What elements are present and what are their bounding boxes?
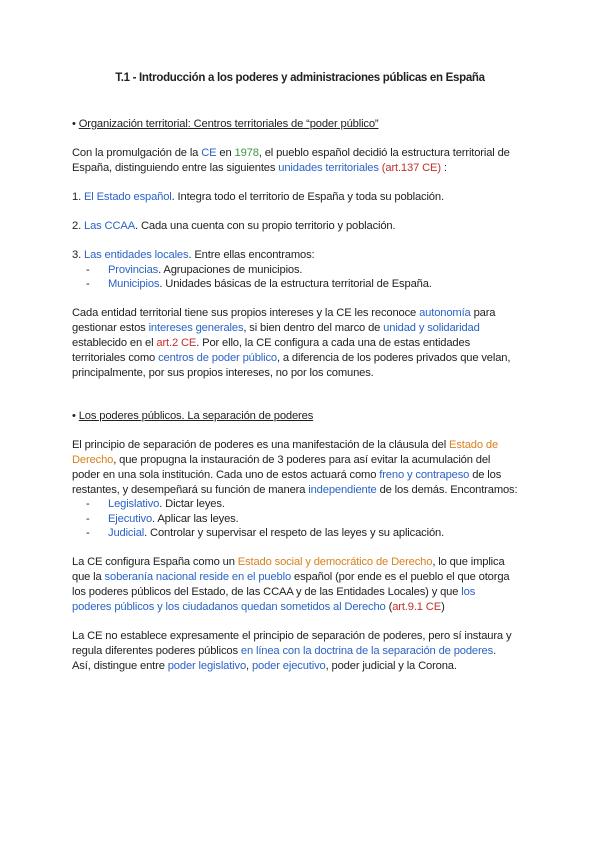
term-soberania: soberanía nacional reside en el pueblo [104,571,292,583]
s2-sub-judicial: - Judicial. Controlar y supervisar el respeto de las leyes y su aplicación. [86,527,445,539]
s1-item1: 1. El Estado español. Integra todo el territorio de España y toda su población. [72,191,444,203]
term-autonomia: autonomía [419,307,471,319]
section1-heading: • Organización territorial: Centros territoriales de “poder público” [72,118,379,130]
s1-item2: 2. Las CCAA. Cada una cuenta con su propio territorio y población. [72,220,396,232]
s2-p1-line3: poder en una sola institución. Cada uno de estos actuará como freno y contrapeso de los [72,469,502,481]
s2-p1-line4: restantes, y desempeñará su función de manera independiente de los demás. Encontramos: [72,484,518,496]
term-los: los [461,586,476,598]
ref-art2: art.2 CE [156,337,197,349]
term-ejecutivo: Ejecutivo [108,513,153,525]
s2-p2-line1: La CE configura España como un Estado social y democrático de Derecho, lo que implica [72,556,505,568]
term-poder-ejecutivo: poder ejecutivo [251,660,326,672]
section2-heading: • Los poderes públicos. La separación de poderes [72,410,314,422]
term-poderes-sometidos: poderes públicos y los ciudadanos quedan sometidos al Derecho [72,601,386,613]
term-judicial: Judicial [108,527,145,539]
section1-heading-text: Organización territorial: Centros territoriales de “poder público” [78,118,379,130]
term-estado-espanol: El Estado español [84,191,172,203]
s1-sub-provincias: - Provincias. Agrupaciones de municipios. [86,264,303,276]
s2-p2-line4: poderes públicos y los ciudadanos quedan sometidos al Derecho (art.9.1 CE) [72,601,445,613]
s1-p2-line3: establecido en el art.2 CE. Por ello, la CE configura a cada una de estas entidades [72,337,471,349]
term-intereses-generales: intereses generales [148,322,244,334]
term-municipios: Municipios [108,278,160,290]
term-provincias: Provincias [108,264,159,276]
term-entidades-locales: Las entidades locales [84,249,189,261]
s1-p1-line1: Con la promulgación de la CE en 1978, el pueblo español decidió la estructura territorial de [72,147,510,159]
ref-art9: art.9.1 CE [392,601,442,613]
s1-item3: 3. Las entidades locales. Entre ellas encontramos: [72,249,315,261]
s1-p2-line2: gestionar estos intereses generales, si bien dentro del marco de unidad y solidaridad [72,322,480,334]
document-title: T.1 - Introducción a los poderes y administraciones públicas en España [115,72,485,84]
term-ccaa: Las CCAA [84,220,136,232]
section2-heading-text: Los poderes públicos. La separación de poderes [78,410,314,422]
s2-p2-line3: los poderes públicos del Estado, de las CCAA y de las Entidades Locales) y que los [72,586,476,598]
term-estado-de: Estado de [449,439,499,451]
ref-art137: (art.137 CE) [381,162,441,174]
s1-sub-municipios: - Municipios. Unidades básicas de la estructura territorial de España. [86,278,432,290]
term-doctrina: en línea con la doctrina de la separación de poderes [240,645,494,657]
s2-p2-line2: que la soberanía nacional reside en el pueblo español (por ende es el pueblo el que otorga [72,571,510,583]
term-derecho: Derecho [72,454,114,466]
s2-p1-line2: Derecho, que propugna la instauración de 3 poderes para así evitar la acumulación del [72,454,491,466]
s1-p2-line5: principalmente, por sus propios intereses, no por los comunes. [72,367,374,379]
s1-p2-line4: territoriales como centros de poder público, a diferencia de los poderes privados que velan, [72,352,511,364]
s2-p3-line1: La CE no establece expresamente el principio de separación de poderes, pero sí instaura y [72,630,512,642]
term-freno-contrapeso: freno y contrapeso [379,469,470,481]
term-independiente: independiente [308,484,377,496]
term-ce: CE [201,147,217,159]
s2-p3-line2: regula diferentes poderes públicos en línea con la doctrina de la separación de poderes. [72,645,497,657]
s2-p1-line1: El principio de separación de poderes es una manifestación de la cláusula del Estado de [72,439,499,451]
term-unidad-solidaridad: unidad y solidaridad [383,322,480,334]
term-estado-social: Estado social y democrático de Derecho [237,556,433,568]
s2-sub-legislativo: - Legislativo. Dictar leyes. [86,498,225,510]
term-1978: 1978 [234,147,259,159]
term-poder-legislativo: poder legislativo [167,660,247,672]
s2-sub-ejecutivo: - Ejecutivo. Aplicar las leyes. [86,513,239,525]
term-centros-poder-publico: centros de poder público [158,352,277,364]
term-unidades-territoriales: unidades territoriales [278,162,379,174]
s2-p3-line3: Así, distingue entre poder legislativo, poder ejecutivo, poder judicial y la Corona. [72,660,457,672]
s1-p1-line2: España, distinguiendo entre las siguientes unidades territoriales (art.137 CE) : [72,162,447,174]
s1-p2-line1: Cada entidad territorial tiene sus propios intereses y la CE les reconoce autonomía para [72,307,496,319]
term-legislativo: Legislativo [108,498,160,510]
